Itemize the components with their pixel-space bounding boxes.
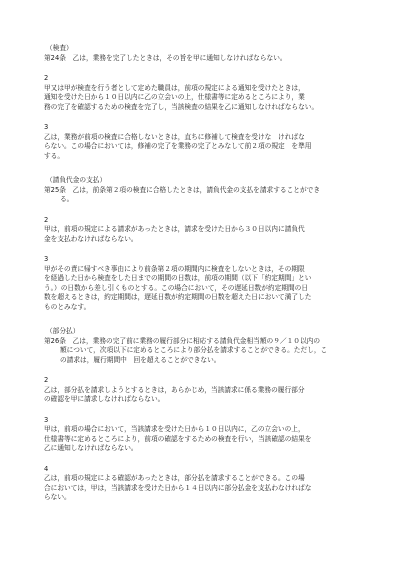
para-line: の確認を甲に請求しなければならない。 xyxy=(44,395,165,403)
section-heading-payment: （請負代金の支払） xyxy=(46,176,107,184)
para-number: 4 xyxy=(44,464,49,473)
para-line: 甲は，前項の場合において，当該請求を受けた日から１０日以内に，乙の立会いの上， xyxy=(44,425,305,433)
para-line: 乙は，部分払を請求しようとするときは，あらかじめ，当該請求に係る業務の履行部分 xyxy=(44,385,305,394)
para-number: 3 xyxy=(44,415,49,424)
para-line: 通知を受けた日から１０日以内に乙の立会いの上，仕様書等に定めるところにより，業 xyxy=(44,93,305,101)
article-25-continued: る。 xyxy=(60,195,74,203)
para-line: を経過した日から検査をした日までの期間の日数は，前項の期間（以下「約定期間」とい xyxy=(44,274,312,282)
para-line: 金を支払わなければならない。 xyxy=(44,234,138,243)
para-line: 甲がその責に帰すべき事由により前条第２項の期間内に検査をしないときは，その期限 xyxy=(44,264,305,273)
para-line: らない。 xyxy=(44,493,71,501)
article-25-para-3 xyxy=(44,255,370,312)
article-26-para-4 xyxy=(44,465,370,503)
para-line: 仕様書等に定めるところにより，前項の確認をするための検査を行い，当該確認の結果を xyxy=(44,434,312,443)
article-26-para-3 xyxy=(44,416,370,454)
section-heading-inspection: （検査） xyxy=(46,44,73,52)
section-heading-partial-payment: （部分払） xyxy=(46,327,80,335)
para-line: 乙は，業務が前項の検査に合格しないときは，直ちに修補して検査を受けな ければな xyxy=(44,132,305,141)
para-line: する。 xyxy=(44,151,65,160)
para-number: 2 xyxy=(44,376,49,384)
article-26-continued: 額について，次項以下に定めるところにより部分払を請求することができる。ただし，こ xyxy=(60,346,328,354)
para-line: 数を超えるときは，約定期間は，遅延日数が約定期間の日数を超えた日において満了した xyxy=(44,293,312,301)
para-line: 合においては，甲は，当該請求を受けた日から１４日以内に部分払金を支払わなければな xyxy=(44,483,312,492)
para-line: う。）の日数から差し引くものとする。この場合において，その遅延日数が約定期間の日 xyxy=(44,283,309,292)
article-24-para-2 xyxy=(44,74,370,112)
para-line: 乙に通知しなければならない。 xyxy=(44,444,138,452)
para-number: 2 xyxy=(44,74,49,82)
para-line: 乙は，前項の規定による確認があったときは，部分払を請求することができる。この場 xyxy=(44,474,305,482)
article-26: 第26条 乙は，業務の完了前に業務の履行部分に相応する請負代金相当額の９／１０以内の xyxy=(44,336,321,345)
article-24-para-3 xyxy=(44,123,370,161)
para-number: 3 xyxy=(44,255,49,263)
article-25: 第25条 乙は，前条第２項の検査に合格したときは，請負代金の支払を請求することができ xyxy=(44,185,321,194)
para-line: 甲又は甲が検査を行う者として定めた職員は，前項の規定による通知を受けたときは， xyxy=(44,83,305,92)
article-24: 第24条 乙は，業務を完了したときは，その旨を甲に通知しなければならない。 xyxy=(44,53,287,62)
article-26-continued: の請求は，履行期間中 回を超えることができない。 xyxy=(60,355,221,364)
para-line: らない。この場合においては，修補の完了を業務の完了とみなして前２項の規定 を準用 xyxy=(44,142,312,150)
article-25-para-2 xyxy=(44,216,370,245)
para-number: 2 xyxy=(44,215,49,224)
document-page xyxy=(44,44,370,503)
para-number: 3 xyxy=(44,123,49,131)
article-26-para-2 xyxy=(44,376,370,405)
para-line: 甲は，前項の規定による請求があったときは，請求を受けた日から３０日以内に請負代 xyxy=(44,225,305,233)
para-line: ものとみなす。 xyxy=(44,302,91,311)
para-line: 務の完了を確認するための検査を完了し，当該検査の結果を乙に通知しなければならない。 xyxy=(44,102,319,111)
